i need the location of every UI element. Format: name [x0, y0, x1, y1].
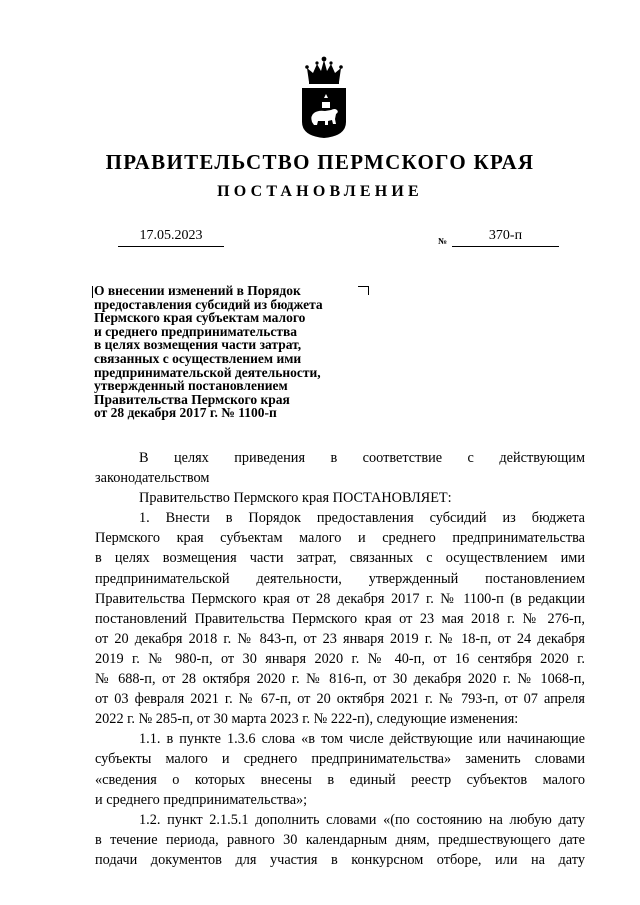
body-line: от 03 февраля 2021 г. № 67-п, от 20 октября 2021 г. № 793-п, от 07 апреля: [95, 691, 585, 708]
subject-line: от 28 декабря 2017 г. № 1100-п: [94, 405, 277, 421]
body-line: и среднего предпринимательства»;: [95, 791, 308, 808]
document-number: 370-п: [488, 228, 523, 243]
document-subject: [94, 284, 394, 420]
number-underline: [452, 246, 559, 247]
number-field: [452, 228, 559, 247]
date-underline: [118, 246, 224, 247]
body-line: № 688-п, от 28 октября 2020 г. № 816-п, от 30 декабря 2020 г. № 1068-п,: [95, 671, 585, 688]
body-line: 2019 г. № 980-п, от 30 января 2020 г. № 40-п, от 16 сентября 2020 г.: [95, 650, 585, 667]
document-date: 17.05.2023: [139, 228, 203, 243]
subject-line: связанных с осуществлением ими: [94, 350, 302, 366]
number-label: №: [438, 236, 448, 246]
subject-line: О внесении изменений в Порядок: [94, 283, 301, 298]
body-line: от 20 декабря 2018 г. № 843-п, от 23 января 2019 г. № 18-п, от 24 декабря: [95, 630, 585, 647]
document-type: ПОСТАНОВЛЕНИЕ: [217, 183, 423, 200]
subject-line: и среднего предпринимательства: [94, 323, 298, 339]
body-line: 1. Внести в Порядок предоставления субсидий из бюджета: [139, 510, 585, 527]
subject-line: предпринимательской деятельности,: [94, 364, 321, 380]
body-line: Правительства Пермского края от 28 декабря 2017 г. № 1100-п (в редакции: [95, 590, 585, 607]
document-body: [95, 448, 585, 870]
body-line: 2022 г. № 285-п, от 30 марта 2023 г. № 222-п), следующие изменения:: [95, 711, 519, 728]
body-line: «сведения о которых внесены в единый реестр субъектов малого: [95, 771, 585, 788]
government-title: ПРАВИТЕЛЬСТВО ПЕРМСКОГО КРАЯ: [105, 150, 535, 174]
body-line: законодательством: [95, 470, 210, 487]
body-line: Пермского края субъектам малого и среднего предпринимательства: [95, 530, 585, 547]
body-line: предпринимательской деятельности, утвержденный постановлением: [95, 570, 585, 587]
body-line: в течение периода, равного 30 календарным дням, предшествующего дате: [95, 831, 585, 848]
body-line: подачи документов для участия в конкурсном отборе, или на дату: [95, 851, 585, 868]
subject-line: предоставления субсидий из бюджета: [94, 296, 323, 312]
subject-line: Правительства Пермского края: [94, 391, 290, 407]
body-line: 1.2. пункт 2.1.5.1 дополнить словами «(по состоянию на любую дату: [139, 811, 585, 828]
date-field: [118, 228, 224, 247]
subject-line: Пермского края субъектам малого: [94, 310, 306, 326]
subject-line: утвержденный постановлением: [94, 378, 288, 394]
body-line: субъекты малого и среднего предпринимательства» заменить словами: [95, 751, 585, 768]
coat-of-arms-emblem: [298, 56, 350, 140]
body-line: постановлений Правительства Пермского края от 23 мая 2018 г. № 276-п,: [95, 610, 585, 627]
body-line: в целях возмещения части затрат, связанных с осуществлением ими: [95, 550, 585, 567]
body-line: В целях приведения в соответствие с действующим: [139, 450, 585, 466]
body-line: Правительство Пермского края ПОСТАНОВЛЯЕТ:: [139, 490, 452, 507]
body-line: 1.1. в пункте 1.3.6 слова «в том числе действующие или начинающие: [139, 731, 585, 748]
subject-line: в целях возмещения части затрат,: [94, 337, 302, 353]
